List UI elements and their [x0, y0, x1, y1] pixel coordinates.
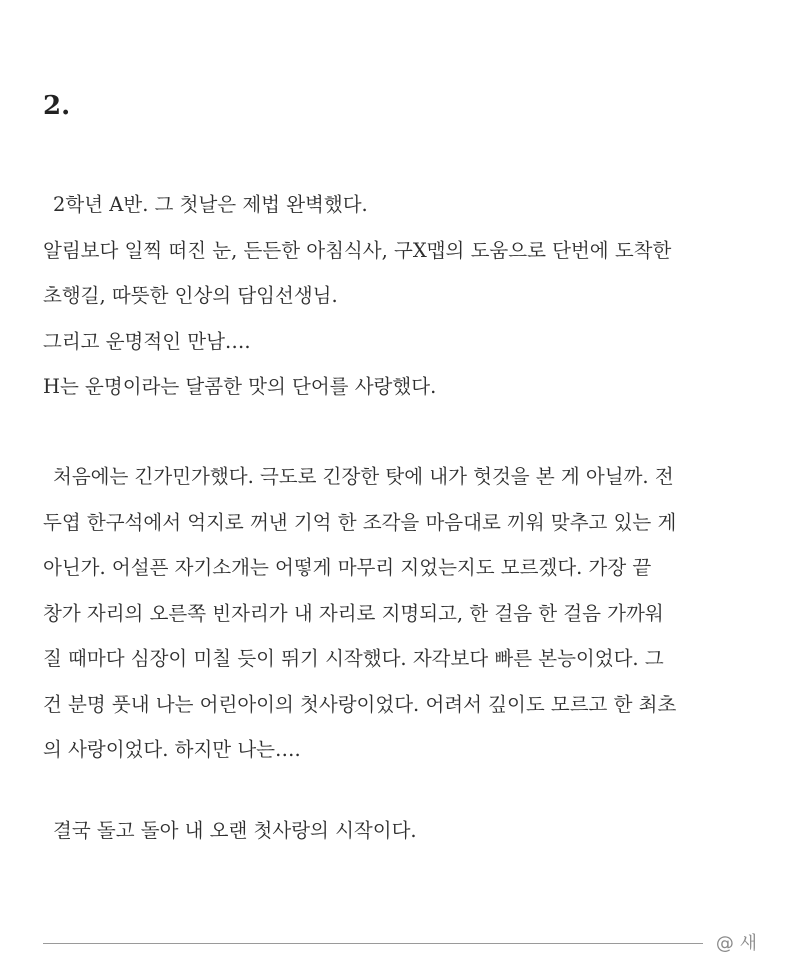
text-line: 의 사랑이었다. 하지만 나는…. — [43, 738, 301, 761]
text-line: 건 분명 풋내 나는 어린아이의 첫사랑이었다. 어려서 깊이도 모르고 한 최초 — [43, 692, 677, 716]
chapter-title: 2. — [43, 91, 71, 121]
footer — [43, 930, 757, 958]
paragraph-2 — [43, 454, 763, 773]
text-line: 질 때마다 심장이 미칠 듯이 뛰기 시작했다. 자각보다 빠른 본능이었다. 그 — [43, 647, 664, 670]
text-line: 결국 돌고 돌아 내 오랜 첫사랑의 시작이다. — [53, 819, 417, 842]
footer-divider — [43, 943, 703, 944]
text-line: H는 운명이라는 달콤한 맛의 단어를 사랑했다. — [43, 375, 437, 398]
text-line: 그리고 운명적인 만남…. — [43, 329, 251, 353]
text-line: 처음에는 긴가민가했다. 극도로 긴장한 탓에 내가 헛것을 본 게 아닐까. 전 — [53, 465, 674, 488]
text-line: 2학년 A반. 그 첫날은 제법 완벽했다. — [53, 193, 368, 216]
text-line: 알림보다 일찍 떠진 눈, 든든한 아침식사, 구X맵의 도움으로 단번에 도착한 — [43, 238, 672, 262]
text-line: 초행길, 따뜻한 인상의 담임선생님. — [43, 284, 338, 307]
paragraph-3 — [43, 808, 763, 854]
author-mark: @ 새 — [715, 933, 757, 954]
paragraph-1 — [43, 182, 763, 410]
text-line: 아닌가. 어설픈 자기소개는 어떻게 마무리 지었는지도 모르겠다. 가장 끝 — [43, 556, 652, 579]
text-line: 창가 자리의 오른쪽 빈자리가 내 자리로 지명되고, 한 걸음 한 걸음 가까워 — [43, 601, 664, 625]
text-line: 두엽 한구석에서 억지로 꺼낸 기억 한 조각을 마음대로 끼워 맞추고 있는 게 — [43, 510, 677, 534]
